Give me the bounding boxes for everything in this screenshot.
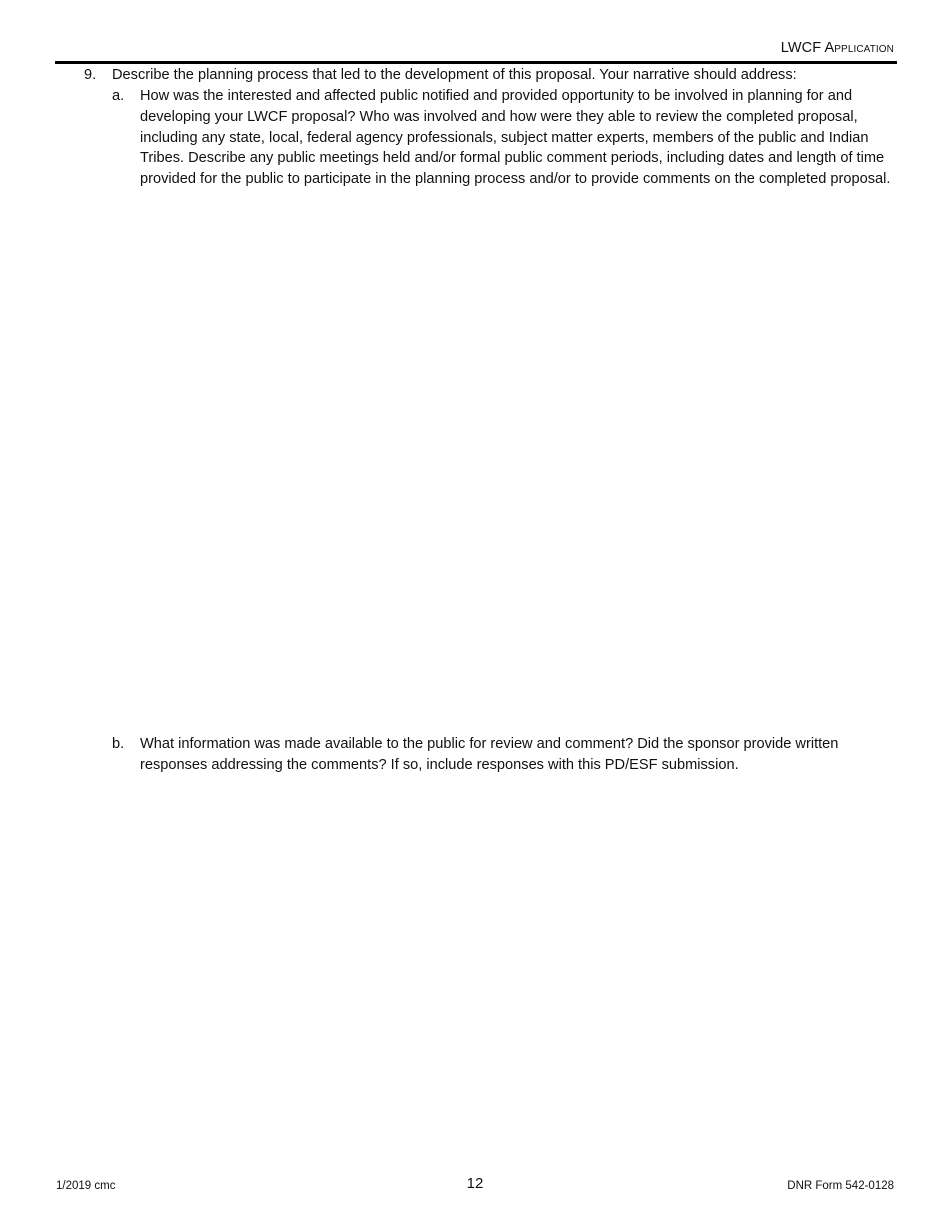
answer-area-9b[interactable] [140, 782, 896, 1162]
header-title-text: LWCF Application [780, 40, 894, 56]
question-9a-label: a. [112, 88, 125, 104]
question-9-number: 9. [84, 67, 97, 83]
question-9b-label: b. [112, 736, 125, 752]
question-9b-text: What information was made available to the public for review and comment? Did the sponsor provide written responses addressing the comments? If so, include responses with this PD/ESF submission. [140, 736, 839, 773]
page-number: 12 [466, 1175, 484, 1192]
footer-revision: 1/2019 cmc [56, 1180, 116, 1192]
question-9-text: Describe the planning process that led to the development of this proposal. Your narrative should address: [112, 67, 797, 83]
question-9a-text: How was the interested and affected public notified and provided opportunity to be involved in planning for and developing your LWCF proposal? Who was involved and how were they able to review the completed proposal, including any state, local, federal agency professionals, subject matter experts, members of the public and Indian Tribes. Describe any public meetings held and/or formal public comment periods, including dates and length of time provided for the public to participate in the planning process and/or to provide comments on the completed proposal. [140, 88, 891, 188]
header-title [781, 40, 894, 56]
answer-area-9a[interactable] [140, 214, 896, 724]
header-rule [55, 61, 897, 64]
footer-form-number: DNR Form 542-0128 [787, 1180, 894, 1192]
